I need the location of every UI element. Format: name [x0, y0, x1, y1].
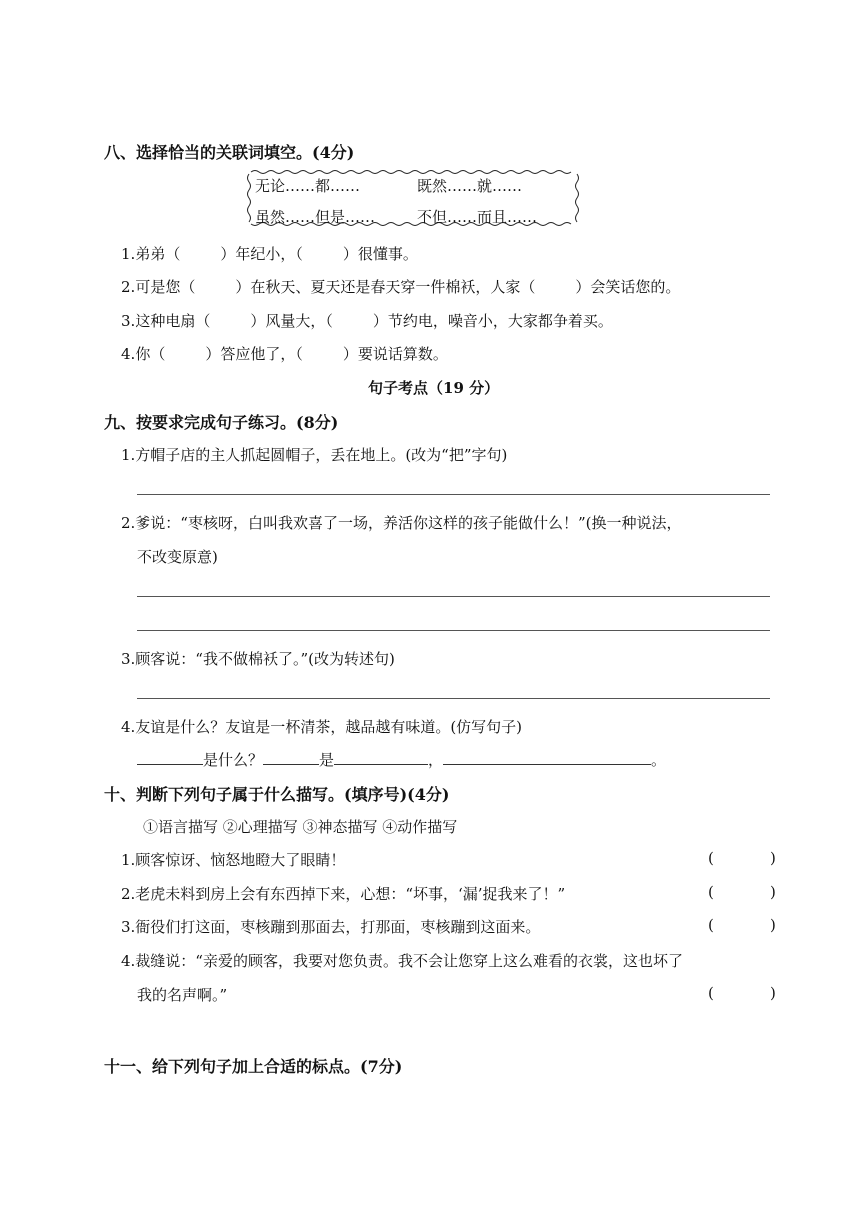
section8-heading: 八、选择恰当的关联词填空。(4分): [104, 143, 355, 162]
question-text-c: ）很懂事。: [342, 245, 418, 263]
question-number: 2.: [121, 278, 136, 296]
paren-close: ): [770, 849, 776, 867]
question-text-a: 弟弟（: [135, 245, 181, 263]
question-10-3: 3.衙役们打这面，枣核蹦到那面去，打那面，枣核蹦到这面来。: [121, 918, 541, 936]
paren-close: ): [770, 883, 776, 901]
question-9-4: 4.友谊是什么？友谊是一杯清茶，越品越有味道。(仿写句子): [121, 718, 523, 736]
answer-line[interactable]: [137, 596, 770, 597]
question-10-1: 1.顾客惊讶、恼怒地瞪大了眼睛！: [121, 851, 346, 869]
question-10-4-line1: 4.裁缝说：“亲爱的顾客，我要对您负责。我不会让您穿上这么难看的衣裳，这也坏了: [121, 952, 683, 970]
question-text-a: 可是您（: [135, 278, 196, 296]
answer-slot[interactable]: [718, 883, 768, 901]
word-bank-box: [245, 168, 581, 228]
paren-close: ): [770, 984, 776, 1002]
question-text-c: ）要说话算数。: [342, 345, 448, 363]
question-10-2: 2.老虎未料到房上会有东西掉下来，心想：“坏事，‘漏’捉我来了！”: [121, 885, 566, 903]
question-text-b: ）年纪小，（: [220, 245, 303, 263]
answer-slot[interactable]: [718, 849, 768, 867]
paren-open: (: [708, 916, 714, 934]
question-text-b: ）答应他了，（: [205, 345, 303, 363]
word-option: 不但……而且……: [417, 208, 538, 226]
question-8-2: [121, 276, 680, 297]
answer-line[interactable]: [137, 698, 770, 699]
question-9-2-line1: 2.爹说：“枣核呀，白叫我欢喜了一场，养活你这样的孩子能做什么！”(换一种说法，: [121, 514, 682, 532]
question-number: 1.: [121, 245, 136, 263]
paren-open: (: [708, 849, 714, 867]
fill-text: 是什么？: [203, 751, 264, 769]
question-9-3: 3.顾客说：“我不做棉袄了。”(改为转述句): [121, 650, 395, 668]
answer-line[interactable]: [137, 494, 770, 495]
fill-blank[interactable]: [263, 750, 319, 765]
fill-blank[interactable]: [137, 750, 203, 765]
question-text-a: 你（: [135, 345, 166, 363]
question-8-3: [121, 310, 613, 331]
fill-text: 。: [651, 751, 667, 769]
question-text-c: ）会笑话您的。: [575, 278, 681, 296]
fill-blank[interactable]: [334, 750, 428, 765]
section10-heading: 十、判断下列句子属于什么描写。(填序号)(4分): [104, 785, 450, 804]
paren-close: ): [770, 916, 776, 934]
section9-heading: 九、按要求完成句子练习。(8分): [104, 413, 339, 432]
answer-line[interactable]: [137, 630, 770, 631]
question-text-b: ）风量大，（: [250, 312, 333, 330]
answer-slot[interactable]: [718, 984, 768, 1002]
question-9-2-line2: 不改变原意): [137, 548, 218, 566]
question-8-4: [121, 343, 448, 364]
answer-slot[interactable]: [718, 916, 768, 934]
section11-heading: 十一、给下列句子加上合适的标点。(7分): [104, 1057, 403, 1076]
paren-open: (: [708, 984, 714, 1002]
question-number: 3.: [121, 312, 136, 330]
subtitle: 句子考点（19 分）: [368, 379, 500, 397]
word-option: 虽然……但是……: [255, 208, 376, 226]
fill-blank[interactable]: [443, 750, 651, 765]
question-9-1: 1.方帽子店的主人抓起圆帽子，丢在地上。(改为“把”字句): [121, 446, 508, 464]
paren-open: (: [708, 883, 714, 901]
question-text-a: 这种电扇（: [135, 312, 211, 330]
word-option: 无论……都……: [255, 177, 361, 195]
imitation-fill-line: [137, 749, 666, 770]
question-text-b: ）在秋天、夏天还是春天穿一件棉袄，人家（: [235, 278, 536, 296]
question-8-1: [121, 243, 418, 264]
question-number: 4.: [121, 345, 136, 363]
description-options: ①语言描写 ②心理描写 ③神态描写 ④动作描写: [143, 818, 458, 836]
fill-text: ，: [428, 751, 444, 769]
question-10-4-line2: 我的名声啊。”: [137, 986, 228, 1004]
word-option: 既然……就……: [417, 177, 523, 195]
question-text-c: ）节约电，噪音小，大家都争着买。: [372, 312, 613, 330]
fill-text: 是: [319, 751, 335, 769]
